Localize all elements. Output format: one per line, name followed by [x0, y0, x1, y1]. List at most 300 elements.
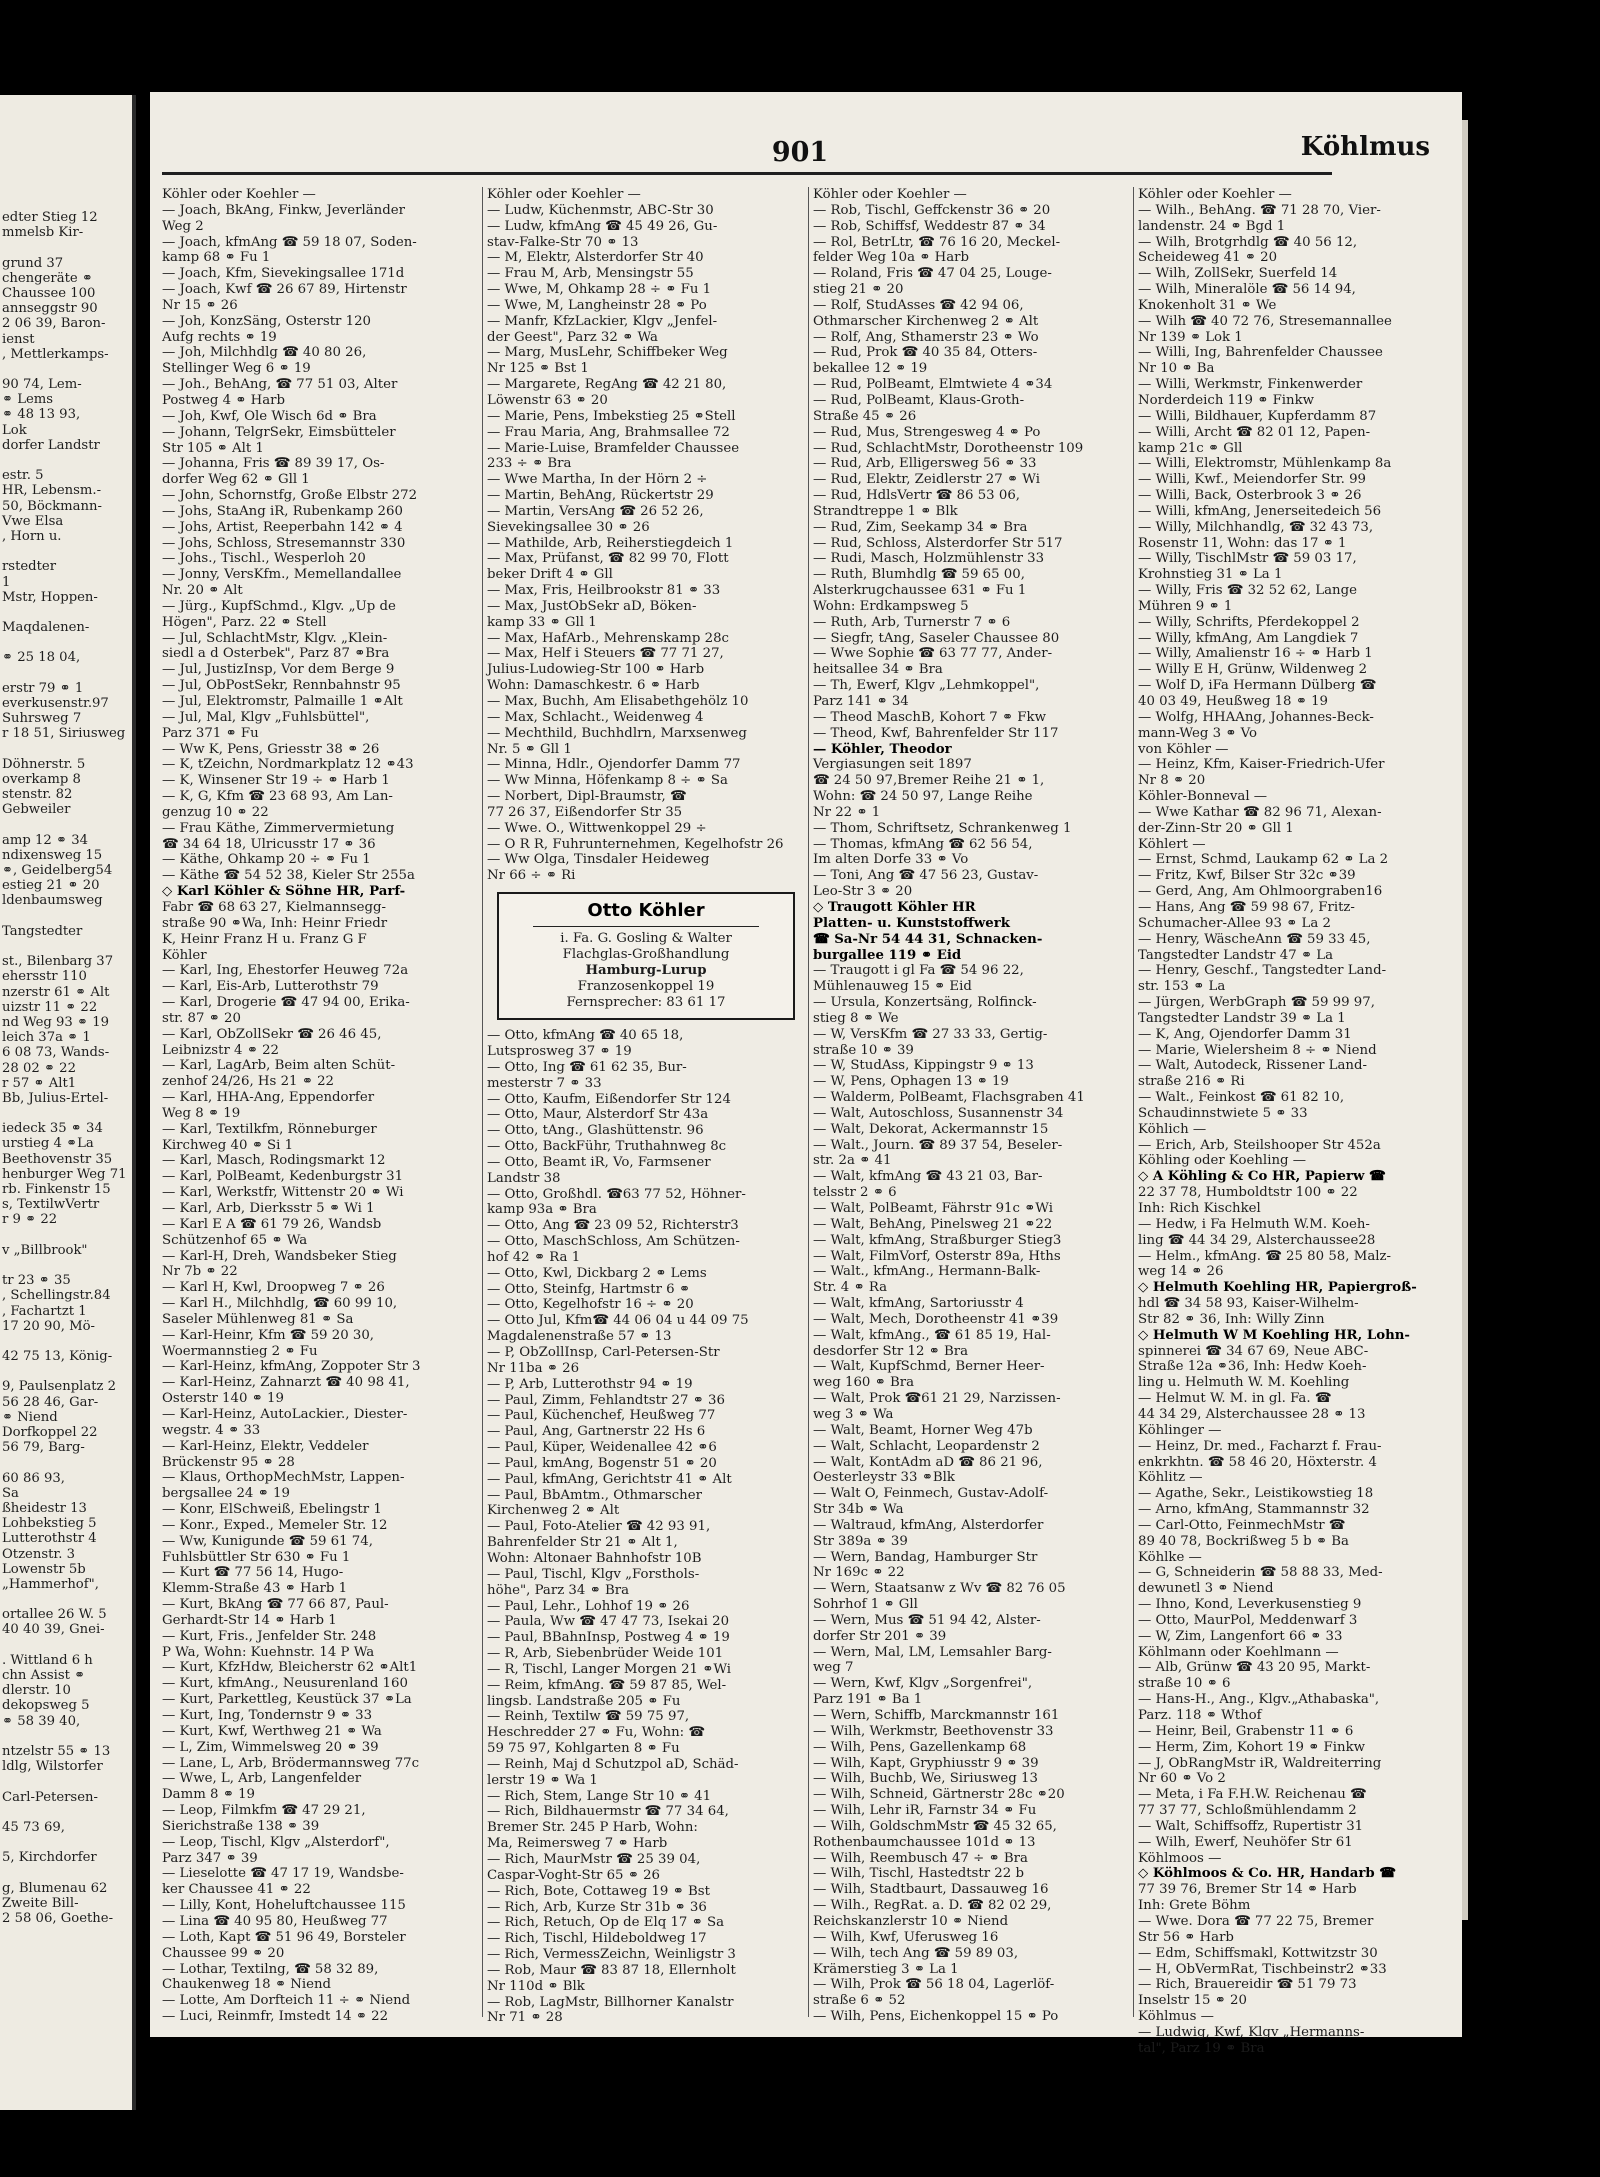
left-page-line: 42 75 13, König- — [2, 1349, 113, 1365]
directory-entry: K, Heinr Franz H u. Franz G F — [162, 931, 367, 947]
column-2-entries-top — [487, 187, 805, 884]
left-page-line: overkamp 8 — [2, 771, 81, 787]
directory-entry: — Rob, Schiffsf, Weddestr 87 ⚭ 34 — [813, 218, 1046, 234]
directory-entry: — Ludwig, Kwf, Klgv „Hermanns- — [1138, 2024, 1365, 2040]
left-page-line: 50, Böckmann- — [2, 498, 102, 514]
directory-entry: Str 82 ⚭ 36, Inh: Willy Zinn — [1138, 1311, 1325, 1327]
left-page-line: Vwe Elsa — [2, 513, 64, 529]
directory-entry: — Lotte, Am Dorfteich 11 ÷ ⚭ Niend — [162, 1993, 411, 2009]
directory-entry: — Wilh, Buchb, We, Siriusweg 13 — [813, 1771, 1038, 1787]
directory-entry: ◇ Helmuth Koehling HR, Papiergroß- — [1138, 1280, 1417, 1296]
left-page-line: mmelsb Kir- — [2, 225, 84, 241]
left-page-line: ldenbaumsweg — [2, 893, 103, 909]
directory-entry: — Thomas, kfmAng ☎ 62 56 54, — [813, 836, 1033, 852]
directory-entry: — Otto, Großhdl. ☎63 77 52, Höhner- — [487, 1186, 746, 1202]
directory-entry: — Karl-H, Dreh, Wandsbeker Stieg — [162, 1248, 397, 1264]
directory-entry: — Johs, Artist, Reeperbahn 142 ⚭ 4 — [162, 519, 403, 535]
directory-entry: Köhlmus — — [1138, 2009, 1214, 2025]
directory-entry: — Rich, VermessZeichn, Weinligstr 3 — [487, 1947, 736, 1963]
directory-entry: der-Zinn-Str 20 ⚭ Gll 1 — [1138, 820, 1294, 836]
ad-divider — [533, 926, 759, 927]
directory-entry: ◇ A Köhling & Co HR, Papierw ☎ — [1138, 1169, 1386, 1185]
left-page-line: 2 58 06, Goethe- — [2, 1911, 114, 1926]
directory-entry: — Marie-Luise, Bramfelder Chaussee — [487, 440, 740, 456]
directory-entry: Parz 371 ⚭ Fu — [162, 725, 259, 741]
directory-entry: — Agathe, Sekr., Leistikowstieg 18 — [1138, 1486, 1374, 1502]
directory-entry: — M, Elektr, Alsterdorfer Str 40 — [487, 250, 704, 266]
left-page-line — [2, 1638, 130, 1653]
directory-entry: — Joh, Milchhdlg ☎ 40 80 26, — [162, 345, 367, 361]
directory-entry: — Otto, Ang ☎ 23 09 52, Richterstr3 — [487, 1218, 739, 1234]
directory-entry: Löwenstr 63 ⚭ 20 — [487, 392, 608, 408]
column-divider — [482, 187, 483, 2017]
directory-entry: — Wwe. Dora ☎ 77 22 75, Bremer — [1138, 1913, 1374, 1929]
directory-entry: — Gerd, Ang, Am Ohlmoorgraben16 — [1138, 884, 1383, 900]
directory-entry: — Toni, Ang ☎ 47 56 23, Gustav- — [813, 868, 1039, 884]
directory-entry: — Wilh, Schneid, Gärtnerstr 28c ⚭20 — [813, 1787, 1065, 1803]
directory-entry: — Rich, Tischl, Hildeboldweg 17 — [487, 1931, 707, 1947]
directory-entry: Strandtreppe 1 ⚭ Blk — [813, 503, 958, 519]
left-page-line: henburger Weg 71 — [2, 1166, 127, 1182]
directory-entry: — Lilly, Kont, Hoheluftchaussee 115 — [162, 1898, 406, 1914]
directory-entry: — Willi, kfmAng, Jenerseitedeich 56 — [1138, 503, 1382, 519]
directory-entry: Tangstedter Landstr 47 ⚭ La — [1138, 947, 1334, 963]
left-page-line: chengeräte ⚭ — [2, 270, 93, 286]
directory-entry: Inh: Grete Böhm — [1138, 1898, 1251, 1914]
directory-entry: Leo-Str 3 ⚭ 20 — [813, 884, 913, 900]
directory-entry: Scheideweg 41 ⚭ 20 — [1138, 250, 1278, 266]
directory-entry: — Willy, Fris ☎ 32 52 62, Lange — [1138, 583, 1357, 599]
directory-entry: — Ww, Kunigunde ☎ 59 61 74, — [162, 1533, 373, 1549]
directory-entry: str. 87 ⚭ 20 — [162, 1010, 241, 1026]
directory-column-3 — [813, 187, 1131, 2027]
directory-entry: Sierichstraße 138 ⚭ 39 — [162, 1818, 320, 1834]
directory-entry: Postweg 4 ⚭ Harb — [162, 392, 286, 408]
left-page-line: v „Billbrook" — [2, 1242, 88, 1258]
directory-entry: — Rob, Tischl, Geffckenstr 36 ⚭ 20 — [813, 202, 1051, 218]
directory-entry: — K, tZeichn, Nordmarkplatz 12 ⚭43 — [162, 757, 414, 773]
directory-entry: — Paul, kfmAng, Gerichtstr 41 ⚭ Alt — [487, 1471, 732, 1487]
directory-entry: burgallee 119 ⚭ Eid — [813, 947, 962, 963]
directory-entry: — Rud, PolBeamt, Elmtwiete 4 ⚭34 — [813, 377, 1053, 393]
directory-entry: — Luci, Reinmfr, Imstedt 14 ⚭ 22 — [162, 2009, 389, 2025]
directory-entry: — Heinr, Beil, Grabenstr 11 ⚭ 6 — [1138, 1723, 1354, 1739]
directory-entry: — W, VersKfm ☎ 27 33 33, Gertig- — [813, 1026, 1048, 1042]
directory-entry: — Walt, Autodeck, Rissener Land- — [1138, 1058, 1367, 1074]
directory-entry: — Kurt, Kwf, Werthweg 21 ⚭ Wa — [162, 1723, 382, 1739]
directory-entry: Högen", Parz. 22 ⚭ Stell — [162, 614, 327, 630]
directory-entry: — Käthe, Ohkamp 20 ÷ ⚭ Fu 1 — [162, 852, 371, 868]
directory-entry: Bahrenfelder Str 21 ⚭ Alt 1, — [487, 1535, 678, 1551]
directory-entry: — Kurt, Ing, Tondernstr 9 ⚭ 33 — [162, 1708, 373, 1723]
directory-entry: Schumacher-Allee 93 ⚭ La 2 — [1138, 915, 1331, 931]
directory-entry: 40 03 49, Heußweg 18 ⚭ 19 — [1138, 694, 1329, 709]
directory-entry: — Willi, Werkmstr, Finkenwerder — [1138, 377, 1363, 393]
left-page-line: ienst — [2, 331, 35, 347]
directory-entry: — Wilh, Lehr iR, Farnstr 34 ⚭ Fu — [813, 1803, 1037, 1819]
directory-entry: Heschredder 27 ⚭ Fu, Wohn: ☎ — [487, 1725, 705, 1741]
directory-entry: — Walt, kfmAng ☎ 43 21 03, Bar- — [813, 1169, 1043, 1185]
ad-phone: Fernsprecher: 83 61 17 — [566, 995, 726, 1011]
left-page-line — [2, 666, 130, 681]
directory-entry: — Otto, Kaufm, Eißendorfer Str 124 — [487, 1091, 731, 1107]
directory-entry: Weg 2 — [162, 218, 204, 234]
left-page-line: 6 08 73, Wands- — [2, 1045, 110, 1061]
directory-entry: tal", Parz 19 ⚭ Bra — [1138, 2040, 1265, 2056]
directory-entry: kamp 68 ⚭ Fu 1 — [162, 250, 271, 266]
directory-entry: — Wwe, M, Langheinstr 28 ⚭ Po — [487, 297, 707, 313]
directory-entry: Woermannstieg 2 ⚭ Fu — [162, 1343, 318, 1359]
directory-entry: — Joach, kfmAng ☎ 59 18 07, Soden- — [162, 234, 417, 250]
directory-entry: — Paul, Foto-Atelier ☎ 42 93 91, — [487, 1519, 711, 1535]
directory-entry: — Karl, Werkstfr, Wittenstr 20 ⚭ Wi — [162, 1185, 404, 1201]
directory-entry: — Walt, Schlacht, Leopardenstr 2 — [813, 1438, 1040, 1454]
directory-entry: zenhof 24/26, Hs 21 ⚭ 22 — [162, 1074, 335, 1090]
column-divider — [808, 187, 809, 2017]
left-page-line: r 9 ⚭ 22 — [2, 1212, 58, 1228]
directory-entry: — Max, Schlacht., Weidenweg 4 — [487, 709, 704, 725]
directory-entry: — Kurt, KfzHdw, Bleicherstr 62 ⚭Alt1 — [162, 1660, 418, 1676]
directory-entry: Str 389a ⚭ 39 — [813, 1533, 908, 1549]
ad-address: Franzosenkoppel 19 — [577, 979, 715, 995]
left-page-line — [2, 605, 130, 620]
left-page-line: , Horn u. — [2, 528, 62, 544]
directory-entry: — Rud, Mus, Strengesweg 4 ⚭ Po — [813, 424, 1041, 440]
directory-entry: — Jul, JustizInsp, Vor dem Berge 9 — [162, 662, 395, 678]
directory-entry: — Rich, Brauereidir ☎ 51 79 73 — [1138, 1977, 1357, 1993]
directory-entry: — Walt., Feinkost ☎ 61 82 10, — [1138, 1090, 1345, 1106]
left-page-line: ⚭ Lems — [2, 392, 54, 408]
directory-entry: weg 7 — [813, 1660, 854, 1676]
directory-entry: — W, StudAss, Kippingstr 9 ⚭ 13 — [813, 1058, 1034, 1074]
directory-entry: — Karl, LagArb, Beim alten Schüt- — [162, 1058, 396, 1074]
directory-entry: stieg 8 ⚭ We — [813, 1010, 899, 1026]
directory-entry: — Karl H, Kwl, Droopweg 7 ⚭ 26 — [162, 1280, 385, 1296]
directory-entry: Bremer Str. 245 P Harb, Wohn: — [487, 1820, 698, 1836]
directory-entry: — Karl E A ☎ 61 79 26, Wandsb — [162, 1216, 382, 1232]
directory-entry: — Max, Helf i Steuers ☎ 77 71 27, — [487, 646, 724, 662]
directory-entry: Parz 141 ⚭ 34 — [813, 694, 909, 709]
left-page-line: ldlg, Wilstorfer — [2, 1759, 103, 1775]
directory-entry: — Käthe ☎ 54 52 38, Kieler Str 255a — [162, 868, 415, 884]
directory-entry: — Walt, Schiffsoffz, Rupertistr 31 — [1138, 1818, 1364, 1834]
directory-entry: — Rich, Bote, Cottaweg 19 ⚭ Bst — [487, 1883, 710, 1899]
directory-entry: Reichskanzlerstr 10 ⚭ Niend — [813, 1913, 1009, 1929]
column-2-entries-bottom — [487, 1028, 805, 2026]
left-page-line: nzerstr 61 ⚭ Alt — [2, 984, 110, 1000]
directory-entry: Nr 8 ⚭ 20 — [1138, 773, 1206, 789]
directory-entry: — Walt, Beamt, Horner Weg 47b — [813, 1422, 1033, 1438]
directory-entry: — Wolf D, iFa Hermann Dülberg ☎ — [1138, 678, 1377, 694]
directory-entry: — Johs., Tischl., Wesperloh 20 — [162, 551, 366, 567]
directory-entry: — Otto, kfmAng ☎ 40 65 18, — [487, 1028, 684, 1044]
directory-entry: — Otto, Ing ☎ 61 62 35, Bur- — [487, 1059, 687, 1075]
column-divider — [1133, 187, 1134, 2017]
left-page-line — [2, 939, 130, 954]
directory-entry: str. 153 ⚭ La — [1138, 979, 1226, 995]
directory-entry: — Wern, Kwf, Klgv „Sorgenfrei", — [813, 1676, 1033, 1692]
directory-entry: — Arno, kfmAng, Stammannstr 32 — [1138, 1502, 1370, 1518]
directory-entry: dewunetl 3 ⚭ Niend — [1138, 1581, 1274, 1597]
directory-entry: — Reinh, Maj d Schutzpol aD, Schäd- — [487, 1756, 739, 1772]
directory-entry: — Rich, MaurMstr ☎ 25 39 04, — [487, 1852, 701, 1867]
directory-entry: Köhlke — — [1138, 1549, 1202, 1565]
directory-entry: mesterstr 7 ⚭ 33 — [487, 1075, 602, 1091]
directory-entry: straße 10 ⚭ 39 — [813, 1042, 914, 1058]
directory-entry: Köhlmann oder Koehlmann — — [1138, 1644, 1339, 1660]
directory-entry: — W, Pens, Ophagen 13 ⚭ 19 — [813, 1074, 1009, 1090]
left-page-line: ortallee 26 W. 5 — [2, 1607, 107, 1623]
directory-entry: — Marie, Pens, Imbekstieg 25 ⚭Stell — [487, 408, 736, 424]
directory-entry: — Wilh, Kapt, Gryphiusstr 9 ⚭ 39 — [813, 1755, 1039, 1771]
directory-entry: — Siegfr, tAng, Saseler Chaussee 80 — [813, 630, 1060, 646]
directory-entry: — Loth, Kapt ☎ 51 96 49, Borsteler — [162, 1929, 406, 1945]
left-page-line: tr 23 ⚭ 35 — [2, 1273, 71, 1289]
directory-entry: — Willy, Amalienstr 16 ÷ ⚭ Harb 1 — [1138, 646, 1373, 662]
directory-entry: dorfer Weg 62 ⚭ Gll 1 — [162, 472, 310, 488]
directory-entry: — Wilh, tech Ang ☎ 59 89 03, — [813, 1945, 1019, 1961]
directory-entry: Str 34b ⚭ Wa — [813, 1502, 904, 1518]
directory-entry: — Leop, Filmkfm ☎ 47 29 21, — [162, 1803, 366, 1819]
directory-entry: — Willi, Archt ☎ 82 01 12, Papen- — [1138, 424, 1371, 440]
directory-entry: Chaukenweg 18 ⚭ Niend — [162, 1977, 332, 1993]
directory-entry: Krämerstieg 3 ⚭ La 1 — [813, 1961, 959, 1977]
directory-entry: Köhlitz — — [1138, 1470, 1203, 1486]
directory-entry: — Kurt, Parkettleg, Keustück 37 ⚭La — [162, 1692, 412, 1708]
directory-entry: — Otto, Maur, Alsterdorf Str 43a — [487, 1107, 709, 1123]
directory-entry: — Thom, Schriftsetz, Schrankenweg 1 — [813, 820, 1072, 836]
directory-entry: Parz 191 ⚭ Ba 1 — [813, 1692, 923, 1708]
directory-entry: — Kurt, BkAng ☎ 77 66 87, Paul- — [162, 1597, 389, 1613]
directory-entry: — Paul, kmAng, Bogenstr 51 ⚭ 20 — [487, 1455, 717, 1471]
directory-entry: — Wilh, Stadtbaurt, Dassauweg 16 — [813, 1882, 1049, 1898]
directory-entry: Nr 7b ⚭ 22 — [162, 1264, 238, 1280]
directory-entry: — Fritz, Kwf, Bilser Str 32c ⚭39 — [1138, 868, 1356, 884]
directory-entry: — Rud, HdlsVertr ☎ 86 53 06, — [813, 488, 1021, 504]
left-page-line: everkusenstr.97 — [2, 696, 109, 711]
directory-entry: Köhlich — — [1138, 1121, 1207, 1137]
directory-entry: Chaussee 99 ⚭ 20 — [162, 1945, 285, 1961]
directory-entry: ◇ Helmuth W M Koehling HR, Lohn- — [1138, 1327, 1410, 1343]
directory-entry: — Wern, Schiffb, Marckmannstr 161 — [813, 1708, 1060, 1723]
directory-entry: Leibnizstr 4 ⚭ 22 — [162, 1042, 280, 1058]
left-page-line: ⚭ 58 39 40, — [2, 1713, 81, 1729]
directory-column-1 — [162, 187, 480, 2027]
left-page-line: Otzenstr. 3 — [2, 1546, 76, 1562]
directory-entry: — Max, Prüfanst, ☎ 82 99 70, Flott — [487, 551, 729, 567]
left-page-line: chn Assist ⚭ — [2, 1668, 86, 1683]
directory-entry: — Walt, BehAng, Pinelsweg 21 ⚭22 — [813, 1216, 1053, 1232]
directory-entry: kamp 33 ⚭ Gll 1 — [487, 614, 597, 630]
left-page-line — [2, 742, 130, 757]
directory-entry: — Konr., Exped., Memeler Str. 12 — [162, 1517, 388, 1533]
directory-entry: — Karl H., Milchhdlg, ☎ 60 99 10, — [162, 1296, 398, 1312]
directory-entry: Nr 139 ⚭ Lok 1 — [1138, 329, 1243, 345]
left-page-line: Lowenstr 5b — [2, 1561, 86, 1577]
left-page-line: Beethovenstr 35 — [2, 1151, 113, 1167]
directory-entry: — Joach, Kfm, Sievekingsallee 171d — [162, 266, 405, 282]
directory-entry: — Rud, Elektr, Zeidlerstr 27 ⚭ Wi — [813, 472, 1040, 488]
directory-entry: — Rob, Maur ☎ 83 87 18, Ellernholt — [487, 1962, 736, 1978]
directory-entry: — Ruth, Arb, Turnerstr 7 ⚭ 6 — [813, 614, 1011, 630]
directory-entry: lerstr 19 ⚭ Wa 1 — [487, 1772, 598, 1788]
directory-entry: — Wern, Staatsanw z Wv ☎ 82 76 05 — [813, 1581, 1066, 1597]
directory-entry: Nr 66 ÷ ⚭ Ri — [487, 868, 576, 884]
directory-entry: — Rob, LagMstr, Billhorner Kanalstr — [487, 1994, 734, 2010]
directory-entry: Landstr 38 — [487, 1170, 561, 1186]
left-page-line: 28 02 ⚭ 22 — [2, 1060, 76, 1076]
directory-entry: von Köhler — — [1138, 741, 1229, 757]
directory-entry: Mühren 9 ⚭ 1 — [1138, 598, 1233, 614]
directory-entry: Köhler-Bonneval — — [1138, 789, 1268, 805]
directory-entry: — K, G, Kfm ☎ 23 68 93, Am Lan- — [162, 789, 393, 805]
directory-entry: Straße 12a ⚭36, Inh: Hedw Koeh- — [1138, 1359, 1367, 1375]
directory-entry: — Wilh, Tischl, Hastedtstr 22 b — [813, 1866, 1024, 1882]
left-page-line: dekopsweg 5 — [2, 1698, 90, 1714]
directory-entry: — Leop, Tischl, Klgv „Alsterdorf", — [162, 1834, 390, 1850]
directory-entry: Nr. 5 ⚭ Gll 1 — [487, 741, 572, 757]
left-page-line — [2, 818, 130, 833]
directory-entry: — Willi, Kwf., Meiendorfer Str. 99 — [1138, 472, 1367, 488]
directory-entry: — Walt, Dekorat, Ackermannstr 15 — [813, 1121, 1049, 1137]
directory-entry: — Max, HafArb., Mehrenskamp 28c — [487, 630, 729, 646]
directory-entry: — John, Schornstfg, Große Elbstr 272 — [162, 488, 418, 504]
directory-entry: — Ww Olga, Tinsdaler Heideweg — [487, 852, 710, 868]
directory-entry: — Otto, MaschSchloss, Am Schützen- — [487, 1234, 740, 1250]
directory-entry: — Willi, Elektromstr, Mühlenkamp 8a — [1138, 456, 1392, 472]
left-page-line — [2, 1364, 130, 1379]
directory-entry: — Martin, BehAng, Rückertstr 29 — [487, 488, 714, 504]
directory-entry: — Wilh, ZollSekr, Suerfeld 14 — [1138, 266, 1338, 282]
directory-entry: Rothenbaumchaussee 101d ⚭ 13 — [813, 1834, 1036, 1850]
directory-entry: — Paul, Ang, Gartnerstr 22 Hs 6 — [487, 1424, 706, 1440]
directory-entry: — Karl, ObZollSekr ☎ 26 46 45, — [162, 1026, 382, 1042]
directory-entry: Lutsprosweg 37 ⚭ 19 — [487, 1043, 632, 1059]
left-page-line: ntzelstr 55 ⚭ 13 — [2, 1743, 111, 1759]
directory-entry: — Otto, Steinfg, Hartmstr 6 ⚭ — [487, 1281, 691, 1297]
directory-entry: — Rol, BetrLtr, ☎ 76 16 20, Meckel- — [813, 234, 1061, 250]
directory-entry: — Walt, KontAdm aD ☎ 86 21 96, — [813, 1454, 1043, 1470]
left-page-line: amp 12 ⚭ 34 — [2, 832, 88, 848]
directory-entry: — Karl, Masch, Rodingsmarkt 12 — [162, 1153, 386, 1169]
directory-entry: weg 160 ⚭ Bra — [813, 1375, 915, 1391]
left-page-line: Tangstedter — [2, 923, 83, 939]
directory-entry: — Willy, Schrifts, Pferdekoppel 2 — [1138, 614, 1360, 630]
directory-entry: — Wilh., RegRat. a. D. ☎ 82 02 29, — [813, 1898, 1052, 1914]
directory-entry: — Mathilde, Arb, Reiherstiegdeich 1 — [487, 535, 734, 551]
directory-entry: — Wwe Kathar ☎ 82 96 71, Alexan- — [1138, 804, 1382, 820]
directory-entry: 89 40 78, Bockrißweg 5 b ⚭ Ba — [1138, 1533, 1349, 1549]
directory-entry: — Hans, Ang ☎ 59 98 67, Fritz- — [1138, 899, 1355, 915]
directory-entry: — Willy, TischlMstr ☎ 59 03 17, — [1138, 551, 1357, 567]
left-page-line: Lok — [2, 422, 27, 438]
directory-entry: — Wilh, Pens, Gazellenkamp 68 — [813, 1739, 1027, 1755]
directory-entry: — Otto, MaurPol, Meddenwarf 3 — [1138, 1612, 1358, 1628]
directory-entry: Norderdeich 119 ⚭ Finkw — [1138, 392, 1315, 408]
directory-entry: lingsb. Landstraße 205 ⚭ Fu — [487, 1693, 681, 1709]
directory-entry: — Walt, Autoschloss, Susannenstr 34 — [813, 1105, 1064, 1121]
left-page-line: annseggstr 90 — [2, 301, 98, 317]
directory-entry: — Paul, Tischl, Klgv „Forsthols- — [487, 1566, 700, 1582]
directory-entry: Köhler oder Koehler — — [1138, 187, 1292, 202]
directory-entry: ling u. Helmuth W. M. Koehling — [1138, 1375, 1350, 1391]
directory-entry: siedl a d Osterbek", Parz 87 ⚭Bra — [162, 646, 390, 662]
directory-entry: Köhlmoos — — [1138, 1850, 1222, 1866]
directory-entry: — Karl, Arb, Dierksstr 5 ⚭ Wi 1 — [162, 1201, 375, 1216]
directory-entry: höhe", Parz 34 ⚭ Bra — [487, 1582, 630, 1598]
directory-entry: — Paul, Küper, Weidenallee 42 ⚭6 — [487, 1440, 717, 1456]
directory-entry: — R, Arb, Siebenbrüder Weide 101 — [487, 1646, 724, 1662]
left-page-line: stenstr. 82 — [2, 787, 73, 803]
directory-entry: — Willy, kfmAng, Am Langdiek 7 — [1138, 630, 1359, 646]
directory-entry: — Jul, SchlachtMstr, Klgv. „Klein- — [162, 630, 388, 646]
header-rule — [162, 172, 1332, 175]
left-page-line: dorfer Landstr — [2, 437, 100, 453]
directory-entry: Wohn: Altonaer Bahnhofstr 10B — [487, 1550, 702, 1566]
directory-entry: Caspar-Voght-Str 65 ⚭ 26 — [487, 1867, 661, 1883]
directory-entry: — Jul, Elektromstr, Palmaille 1 ⚭Alt — [162, 694, 403, 709]
directory-entry: Nr 60 ⚭ Vo 2 — [1138, 1771, 1226, 1787]
directory-entry: — Jul, ObPostSekr, Rennbahnstr 95 — [162, 678, 401, 694]
directory-entry: 77 39 76, Bremer Str 14 ⚭ Harb — [1138, 1882, 1357, 1898]
directory-entry: — Wwe. O., Wittwenkoppel 29 ÷ — [487, 820, 707, 836]
directory-entry: straße 6 ⚭ 52 — [813, 1993, 906, 2009]
column-3-entries-top — [813, 187, 1131, 900]
directory-entry: Nr. 20 ⚭ Alt — [162, 583, 243, 599]
directory-entry: — Willi, Back, Osterbrook 3 ⚭ 26 — [1138, 488, 1362, 504]
left-page-line — [2, 240, 130, 255]
directory-entry: Nr 125 ⚭ Bst 1 — [487, 361, 589, 377]
directory-entry: — Rud, Zim, Seekamp 34 ⚭ Bra — [813, 519, 1028, 535]
directory-entry: — Rolf, Ang, Sthamerstr 23 ⚭ Wo — [813, 329, 1039, 345]
left-page-line: 2 06 39, Baron- — [2, 316, 106, 332]
directory-entry: Schützenhof 65 ⚭ Wa — [162, 1232, 308, 1248]
left-page-line: leich 37a ⚭ 1 — [2, 1030, 91, 1046]
advertisement-otto-koehler — [497, 892, 795, 1020]
directory-entry: 44 34 29, Alsterchaussee 28 ⚭ 13 — [1138, 1406, 1366, 1422]
directory-entry: Im alten Dorfe 33 ⚭ Vo — [813, 852, 969, 868]
left-page-line: erstr 79 ⚭ 1 — [2, 680, 84, 696]
directory-entry: ☎ 34 64 18, Ulricusstr 17 ⚭ 36 — [162, 836, 376, 852]
directory-entry: Kirchweg 40 ⚭ Si 1 — [162, 1137, 294, 1153]
directory-entry: Platten- u. Kunststoffwerk — [813, 915, 1010, 931]
left-page-line: ⚭ 48 13 93, — [2, 407, 81, 423]
left-page-line: Lutterothstr 4 — [2, 1531, 97, 1547]
directory-entry: 233 ÷ ⚭ Bra — [487, 456, 572, 472]
directory-entry: — Heinz, Kfm, Kaiser-Friedrich-Ufer — [1138, 757, 1385, 773]
directory-entry: straße 216 ⚭ Ri — [1138, 1074, 1245, 1090]
directory-entry: — Willy E H, Grünw, Wildenweg 2 — [1138, 662, 1368, 678]
directory-entry: 59 75 97, Kohlgarten 8 ⚭ Fu — [487, 1741, 680, 1757]
left-page-line: Sa — [2, 1485, 19, 1501]
directory-entry: stav-Falke-Str 70 ⚭ 13 — [487, 234, 639, 250]
directory-entry: — Henry, WäscheAnn ☎ 59 33 45, — [1138, 931, 1371, 947]
directory-entry: Stellinger Weg 6 ⚭ 19 — [162, 361, 311, 377]
directory-entry: — Wwe, L, Arb, Langenfelder — [162, 1771, 362, 1787]
directory-entry: — Jürgen, WerbGraph ☎ 59 99 97, — [1138, 995, 1375, 1011]
left-page-line: 56 79, Barg- — [2, 1440, 85, 1456]
directory-entry: — Karl-Heinz, Zahnarzt ☎ 40 98 41, — [162, 1375, 410, 1391]
directory-entry: — Wwe, M, Ohkamp 28 ÷ ⚭ Fu 1 — [487, 282, 712, 298]
directory-entry: Nr 10 ⚭ Ba — [1138, 361, 1215, 377]
directory-entry: — Lina ☎ 40 95 80, Heußweg 77 — [162, 1913, 388, 1929]
directory-entry: Sohrhof 1 ⚭ Gll — [813, 1597, 918, 1613]
directory-entry: Nr 71 ⚭ 28 — [487, 2010, 563, 2026]
directory-entry: — Otto, tAng., Glashüttenstr. 96 — [487, 1123, 704, 1139]
left-page-line: iedeck 35 ⚭ 34 — [2, 1121, 103, 1137]
left-page-line: ehersstr 110 — [2, 969, 87, 985]
directory-entry: — Roland, Fris ☎ 47 04 25, Louge- — [813, 266, 1052, 282]
